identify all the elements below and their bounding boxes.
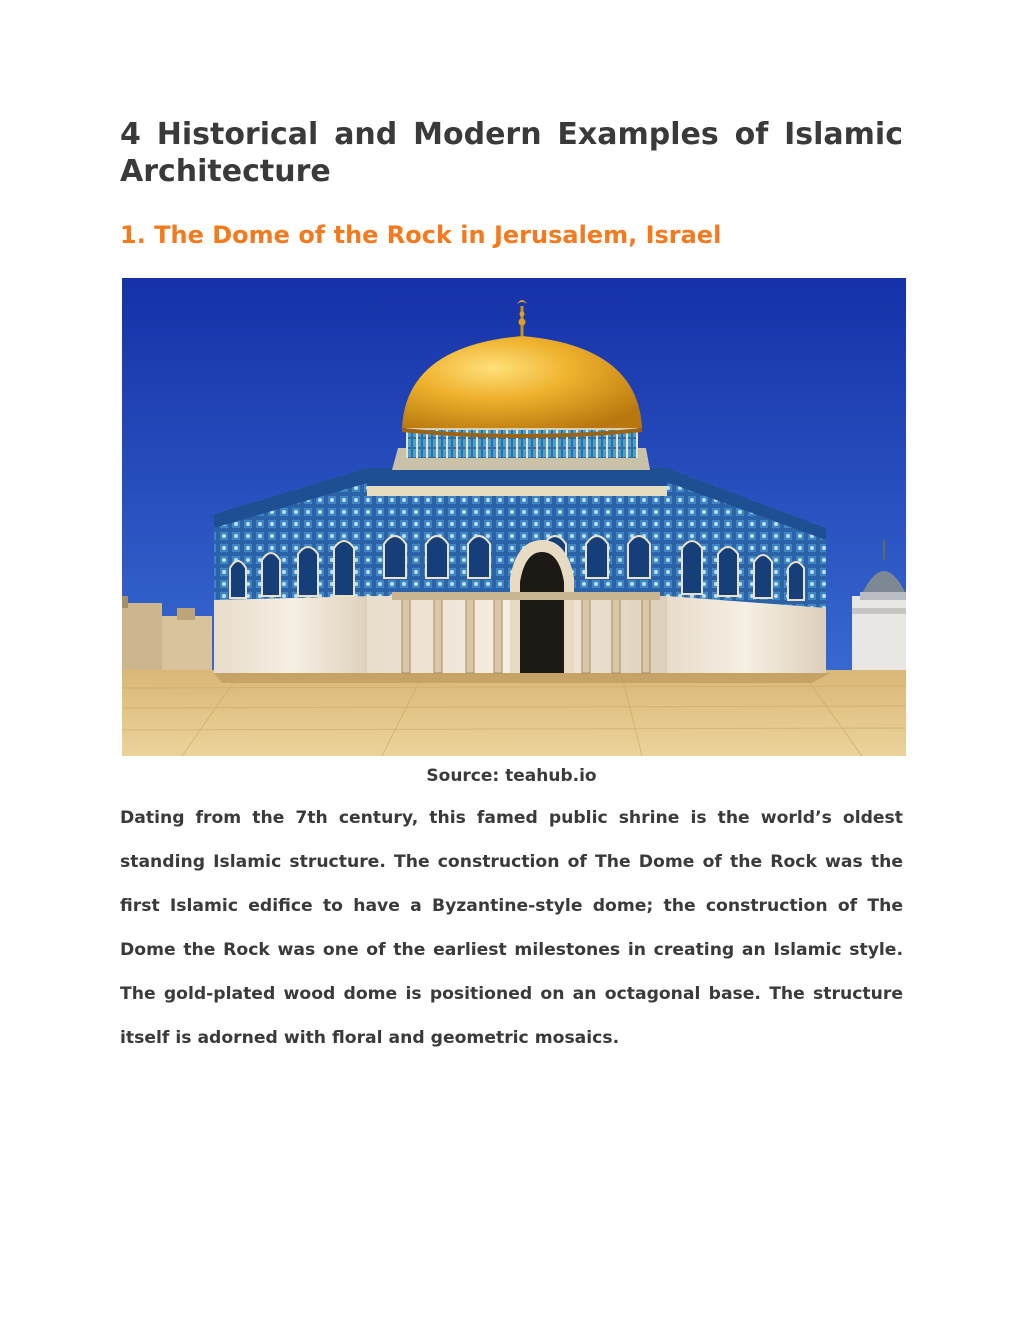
document-title: 4 Historical and Modern Examples of Islamic Architecture — [120, 117, 903, 189]
image-caption: Source: teahub.io — [426, 766, 597, 786]
dome-of-the-rock-photo — [122, 278, 906, 756]
section-heading: 1. The Dome of the Rock in Jerusalem, Israel — [120, 221, 722, 249]
central-entrance — [510, 540, 574, 673]
body-paragraph: Dating from the 7th century, this famed public shrine is the world’s oldest standing Islamic structure. The construction of The Dome of the Rock was the first Islamic edifice to have a Byzantine-style dome; the construction of The Dome the Rock was one of the earliest milestones in creating an Islamic style. The gold-plated wood dome is positioned on an octagonal base. The structure itself is adorned with floral and geometric mosaics. — [120, 808, 903, 1048]
